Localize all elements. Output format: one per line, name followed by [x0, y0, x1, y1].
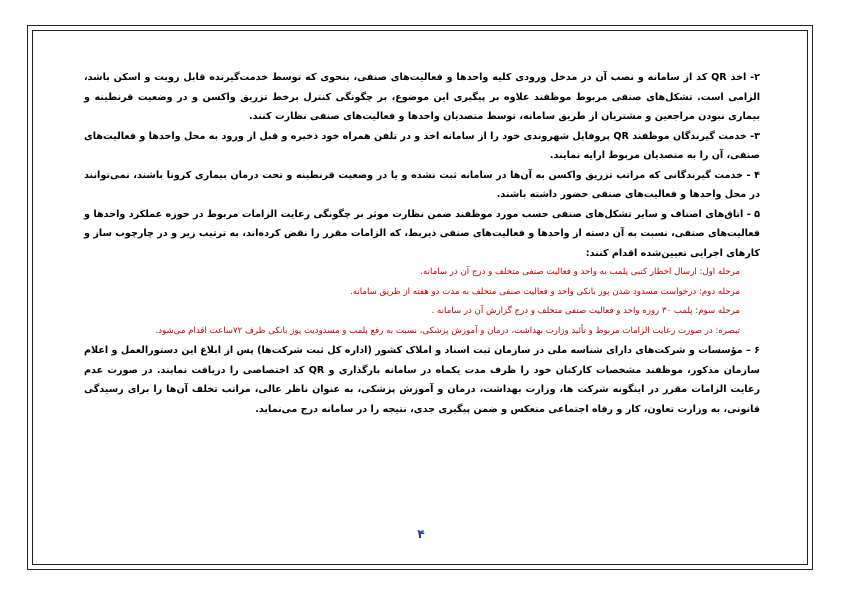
- stage-3: مرحله سوم: پلمب ۳۰ روزه واحد و فعالیت صنفی متخلف و درج گزارش آن در سامانه .: [431, 306, 740, 316]
- clause-text: اخذ QR کد از سامانه و نصب آن در مدخل ورودی کلیه واحدها و فعالیت‌های صنفی، بنحوی که توسط خدمت‌گیرنده قابل رویت و اسکن باشد، الزامی است. تشکل‌های صنفی مربوط موظفند علاوه بر پیگیری این موضوع، بر چگونگی کنترل برخط تزریق واکسن و در وضعیت قرنطینه و بیماری نبودن مراجعین و مشتریان از طریق سامانه، توسط متصدیان واحدها و فعالیت‌های صنفی نظارت کنند.: [84, 72, 760, 122]
- clause-number: ۲-: [750, 72, 760, 83]
- page-number: ۴: [417, 527, 425, 541]
- clause-number: ۳-: [750, 130, 761, 142]
- clause-number: ۴: [754, 169, 760, 181]
- clause-2: [84, 68, 760, 127]
- clause-text: خدمت گیرندگان موظفند QR پروفایل شهروندی خود را از سامانه اخذ و در تلفن همراه خود ذخیره و قبل از ورود به محل واحدها و فعالیت‌های صنفی، آن را به متصدیان مربوط ارایه نمایند.: [84, 130, 760, 161]
- clause-3: [84, 127, 760, 166]
- clause-text: - خدمت گیرندگانی که مراتب تزریق واکسن به آن‌ها در سامانه ثبت نشده و یا در وضعیت قرنطینه و تحت درمان بیماری کرونا باشند، نمی‌توانند در محل واحدها و فعالیت‌های صنفی حضور داشته باشند.: [84, 169, 760, 200]
- clause-5: [84, 205, 760, 264]
- clause-number: ۶: [754, 345, 760, 356]
- clause-text: – مؤسسات و شرکت‌های دارای شناسه ملی در سازمان ثبت اسناد و املاک کشور (اداره کل ثبت شرکت‌ها) پس از ابلاغ این دستورالعمل و اعلام سازمان مذکور، موظفند مشخصات کارکنان خود را ظرف مدت یکماه در سامانه بارگذاری و QR کد اختصاصی را دریافت نمایند. در صورت عدم رعایت الزامات مقرر در اینگونه شرکت ها، وزارت بهداشت، درمان و آموزش پزشکی، به عنوان ناظر عالی، مراتب تخلف آن‌ها را برای رسیدگی قانونی، به وزارت تعاون، کار و رفاه اجتماعی منعکس و ضمن پیگیری جدی، نتیجه را در سامانه درج می‌نماید.: [84, 345, 760, 415]
- document-body: [84, 68, 760, 419]
- clause-6: [84, 341, 760, 419]
- clause-number: ۵: [754, 208, 760, 220]
- stage-1: مرحله اول: ارسال اخطار کتبی پلمب به واحد و فعالیت صنفی متخلف و درج آن در سامانه.: [420, 267, 740, 277]
- stage-2: مرحله دوم: درخواست مسدود شدن پوز بانکی واحد و فعالیت صنفی متخلف به مدت دو هفته از طریق سامانه.: [350, 286, 740, 297]
- clause-4: [84, 166, 760, 205]
- clause-text: - اتاق‌های اصناف و سایر تشکل‌های صنفی حسب مورد موظفند ضمن نظارت موثر بر چگونگی رعایت الزامات مربوط در حوزه عملکرد واحدها و فعالیت‌های صنفی، نسبت به آن دسته از واحدها و فعالیت‌های صنفی ذیربط، که الزامات مقرر را نقض کرده‌اند، به ترتیب زیر و در چارچوب ساز و کارهای اجرایی تعیین‌شده اقدام کنند:: [84, 208, 760, 259]
- stage-note: تبصره: در صورت رعایت الزامات مربوط و تأئید وزارت بهداشت، درمان و آموزش پزشکی، نسبت به رفع پلمب و مسدودیت پوز بانکی ظرف ۷۲ساعت اقدام می‌شود.: [155, 325, 740, 336]
